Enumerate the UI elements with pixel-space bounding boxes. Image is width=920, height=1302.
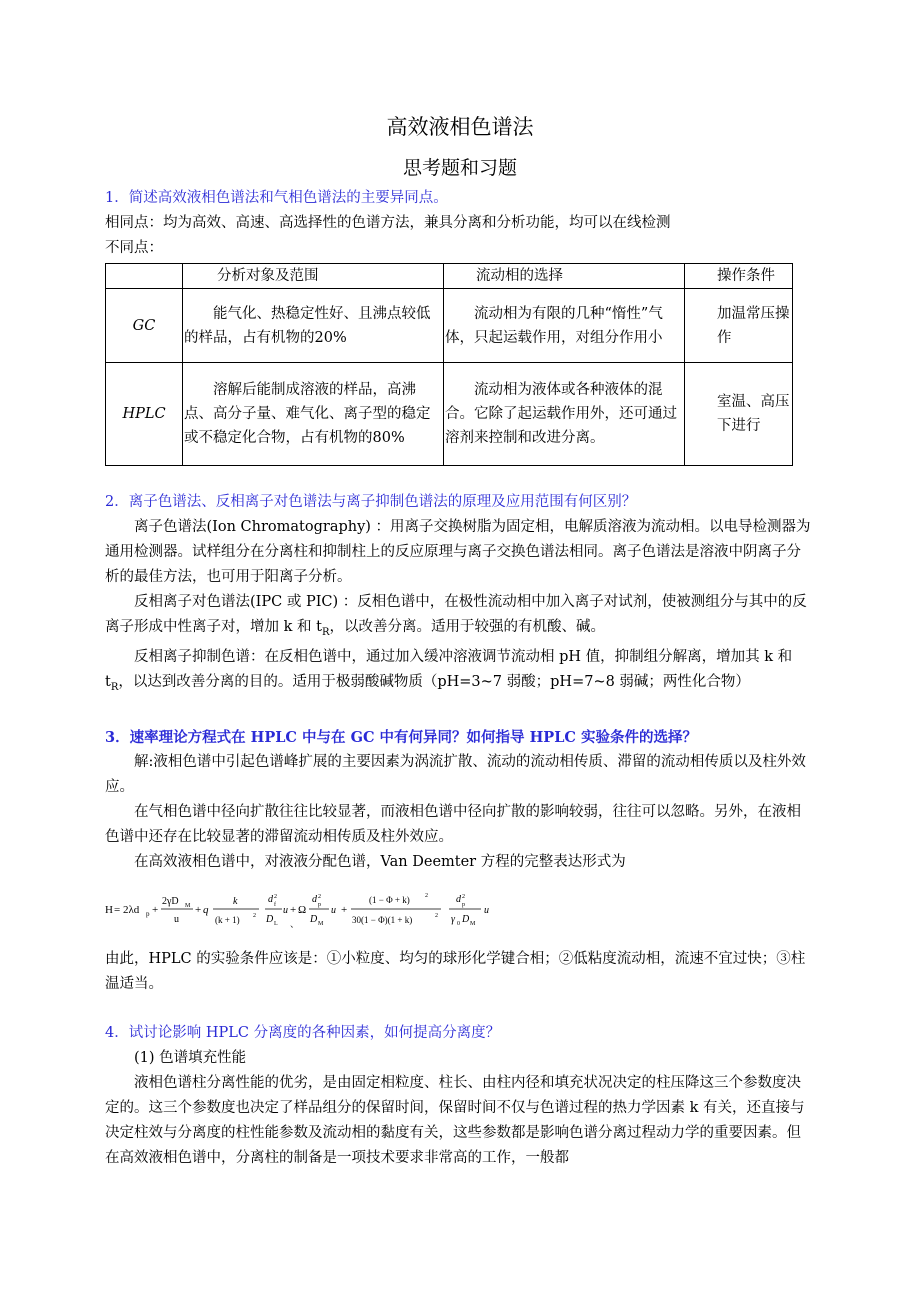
formula-term1: = 2λd bbox=[114, 903, 140, 916]
q2-ion-suppression-text-b: ，以达到改善分离的目的。适用于极弱酸碱物质（pH=3~7 弱酸；pH=7~8 弱碱；两性化合物） bbox=[118, 673, 750, 690]
formula-sub-p3: p bbox=[462, 901, 465, 908]
formula-plus1: + bbox=[152, 903, 159, 916]
q3-paragraph-4: 由此，HPLC 的实验条件应该是：①小粒度、均匀的球形化学键合相；②低粘度流动相，流速不宜过快；③柱温适当。 bbox=[105, 950, 806, 992]
formula-sq6: 2 bbox=[462, 893, 465, 900]
question-1: 1．简述高效液相色谱法和气相色谱法的主要异同点。 bbox=[105, 190, 448, 206]
q2-ion-pair-text-a: 反相离子对色谱法(IPC 或 PIC) ：反相色谱中，在极性流动相中加入离子对试剂，使被测组分与其中的反离子形成中性离子对，增加 k 和 t bbox=[105, 594, 807, 635]
formula-omega: Ω bbox=[298, 903, 307, 916]
formula-num3: (1 − Φ + k) bbox=[369, 894, 410, 905]
spacer bbox=[105, 466, 815, 490]
gc-mobile-phase: 流动相为有限的几种“惰性”气体，只起运载作用，对组分作用小 bbox=[444, 289, 685, 363]
hplc-label: HPLC bbox=[106, 363, 183, 466]
van-deemter-formula bbox=[105, 889, 815, 933]
gc-conditions: 加温常压操作 bbox=[685, 289, 793, 363]
q4-paragraph-1: 液相色谱柱分离性能的优劣，是由固定相粒度、柱长、由柱内径和填充状况决定的柱压降这三个参数度决定的。这三个参数度也决定了样品组分的保留时间，保留时间不仅与色谱过程的热力学因素 k 有关，还直接与决定柱效与分离度的柱性能参数及流动相的黏度有关，这些参数都是影响色谱分离过程动力学的重要因素。但在高效液相色谱中，分离柱的制备是一项技术要求非常高的工作，一般都 bbox=[105, 1074, 805, 1166]
q3-paragraph-1: 解:液相色谱中引起色谱峰扩展的主要因素为涡流扩散、流动的流动相传质、滞留的流动相传质以及柱外效应。 bbox=[105, 753, 806, 795]
formula-u3: u bbox=[484, 904, 489, 916]
formula-sub-p1: p bbox=[146, 909, 150, 918]
formula-u1: u bbox=[283, 904, 288, 916]
formula-sub-M3: M bbox=[470, 920, 476, 927]
formula-sub-f: f bbox=[274, 901, 276, 908]
q2-ion-pair-text-b: ，以改善分离。适用于较强的有机酸、碱。 bbox=[329, 619, 605, 635]
q3-paragraph-2: 在气相色谱中径向扩散往往比较显著，而液相色谱中径向扩散的影响较弱，往往可以忽略。另外，在液相色谱中还存在比较显著的滞留流动相传质及柱外效应。 bbox=[105, 803, 801, 845]
gc-label: GC bbox=[106, 289, 183, 363]
question-3: 3．速率理论方程式在 HPLC 中与在 GC 中有何异同？如何指导 HPLC 实验条件的选择？ bbox=[105, 728, 697, 746]
formula-u2: u bbox=[331, 904, 336, 916]
formula-gamma0: γ bbox=[451, 913, 455, 925]
formula-H: H bbox=[105, 903, 113, 916]
formula-svg bbox=[105, 889, 505, 933]
q3-paragraph-3: 在高效液相色谱中，对液液分配色谱，Van Deemter 方程的完整表达形式为 bbox=[134, 853, 626, 870]
q2-ion-suppression bbox=[105, 645, 815, 700]
formula-df: d bbox=[268, 893, 273, 905]
question-2: 2．离子色谱法、反相离子对色谱法与离子抑制色谱法的原理及应用范围有何区别？ bbox=[105, 494, 637, 510]
spacer bbox=[105, 700, 815, 725]
formula-den3: 30(1 − Φ)(1 + k) bbox=[352, 914, 413, 925]
formula-sub-M2: M bbox=[318, 920, 324, 927]
q2-ion-suppression-sub: R bbox=[110, 681, 119, 693]
spacer bbox=[105, 997, 815, 1021]
formula-sq4: 2 bbox=[425, 892, 428, 899]
q1-similarities: 相同点：均为高效、高速、高选择性的色谱方法，兼具分离和分析功能，均可以在线检测 bbox=[105, 215, 671, 231]
formula-DM1: D bbox=[310, 913, 318, 925]
formula-dp2: d bbox=[456, 893, 461, 905]
formula-plus3: + bbox=[290, 903, 297, 916]
page-title: 高效液相色谱法 bbox=[386, 115, 534, 139]
formula-sub-M1: M bbox=[185, 902, 191, 909]
formula-k-num: k bbox=[233, 895, 238, 907]
table-header-empty bbox=[106, 264, 183, 289]
table-row-gc bbox=[106, 289, 793, 363]
formula-plus4: + bbox=[341, 903, 348, 916]
hplc-conditions: 室温、高压下进行 bbox=[685, 363, 793, 466]
formula-sub-0: 0 bbox=[457, 920, 460, 927]
formula-plus2: + bbox=[195, 903, 202, 916]
comparison-table bbox=[105, 263, 793, 466]
formula-DM2: D bbox=[462, 913, 470, 925]
table-header-mobile-phase: 流动相的选择 bbox=[444, 264, 685, 289]
formula-sq3: 2 bbox=[318, 893, 321, 900]
q2-ion-pair bbox=[105, 590, 815, 645]
formula-sub-L: L bbox=[274, 920, 278, 927]
formula-den2: u bbox=[174, 913, 179, 925]
table-header-row bbox=[106, 264, 793, 289]
formula-dp: d bbox=[312, 893, 317, 905]
formula-q: q bbox=[203, 903, 209, 916]
q2-ion-suppression-text-a: 反相离子抑制色谱：在反相色谱中，通过加入缓冲溶液调节流动相 pH 值，抑制组分解离，增加其 k 和 t bbox=[105, 648, 793, 690]
formula-sq2: 2 bbox=[274, 893, 277, 900]
formula-k-den: (k + 1) bbox=[215, 914, 240, 925]
table-header-scope: 分析对象及范围 bbox=[183, 264, 444, 289]
gc-scope: 能气化、热稳定性好、且沸点较低的样品，占有机物的20% bbox=[183, 289, 444, 363]
formula-DL: D bbox=[266, 913, 274, 925]
formula-sq5: 2 bbox=[435, 912, 438, 919]
formula-sub-p2: p bbox=[318, 901, 321, 908]
question-4: 4．试讨论影响 HPLC 分离度的各种因素，如何提高分离度？ bbox=[105, 1024, 501, 1041]
formula-sep: 、 bbox=[290, 918, 300, 929]
q2-ion-pair-sub: R bbox=[321, 626, 330, 638]
table-row-hplc bbox=[106, 363, 793, 466]
formula-num2: 2γD bbox=[162, 895, 179, 907]
q2-ion-chromatography: 离子色谱法(Ion Chromatography) ：用离子交换树脂为固定相，电解质溶液为流动相。以电导检测器为通用检测器。试样组分在分离柱和抑制柱上的反应原理与离子交换色谱法相同。离子色谱法是溶液中阴离子分析的最佳方法，也可用于阳离子分析。 bbox=[105, 519, 811, 585]
q4-subheading-1: (1) 色谱填充性能 bbox=[134, 1049, 247, 1066]
q1-differences-label: 不同点： bbox=[105, 240, 163, 256]
hplc-mobile-phase: 流动相为液体或各种液体的混合。它除了起运载作用外，还可通过溶剂来控制和改进分离。 bbox=[444, 363, 685, 466]
hplc-scope: 溶解后能制成溶液的样品，高沸点、高分子量、难气化、离子型的稳定或不稳定化合物，占有机物的80% bbox=[183, 363, 444, 466]
formula-sq1: 2 bbox=[253, 912, 256, 919]
table-header-conditions: 操作条件 bbox=[685, 264, 793, 289]
document-content bbox=[105, 108, 815, 1171]
page-subtitle: 思考题和习题 bbox=[402, 157, 517, 179]
